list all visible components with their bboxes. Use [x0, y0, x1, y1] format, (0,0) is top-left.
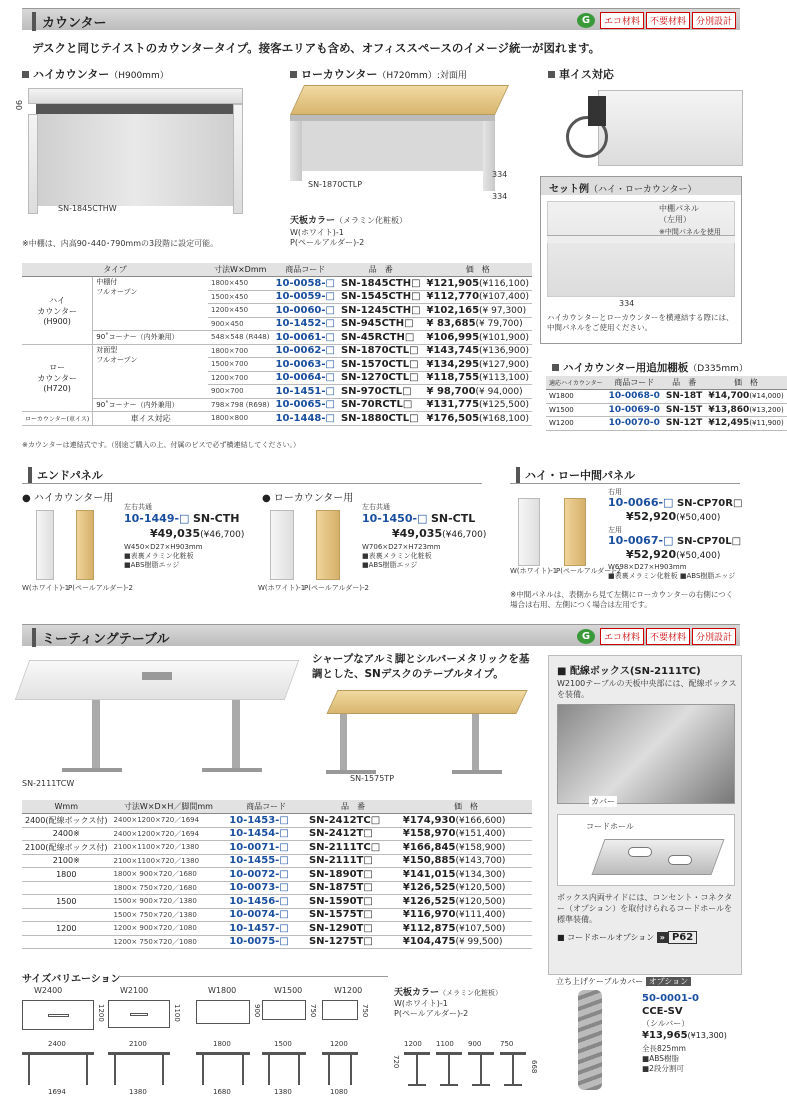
size-depth-label: 1200: [97, 1004, 105, 1022]
meeting-top-color-w: W(ホワイト)-1: [394, 999, 448, 1008]
size-depth-label: 1100: [173, 1004, 181, 1022]
size-depth-label: 750: [361, 1004, 369, 1018]
size-leg-span: 1680: [213, 1088, 231, 1096]
set-callout: 中棚パネル （左用）: [659, 204, 699, 224]
wheelchair-image: [548, 82, 743, 166]
high-dim-label: 90: [14, 100, 23, 111]
side-depth-label: 750: [500, 1040, 514, 1048]
meeting-table-row: 1200× 750×720／1080 10-0075-□ SN-1275T□ ¥104,475(¥ 99,500): [22, 935, 532, 949]
size-width-label: W2400: [34, 986, 63, 995]
type-low: ロー カウンター (H720): [22, 344, 93, 412]
endpanel-low-color-w: W(ホワイト)-1: [258, 584, 306, 592]
meeting-table-row: 1500× 750×720／1380 10-0074-□ SN-1575T□ ¥116,970(¥111,400): [22, 908, 532, 922]
size-depth-label: 900: [253, 1004, 261, 1018]
midpanel-left-price: ¥52,920(¥50,400): [626, 548, 721, 561]
meeting-table-row: 2100(配線ボックス付) 2100×1100×720／1380 10-0071-□ SN-2111TC□ ¥166,845(¥158,900): [22, 841, 532, 855]
counter-table-note: ※カウンターは連結式です。（別途ご購入の上、付属のビスで必ず横連結してください。）: [22, 441, 301, 449]
shelf-table-row: W1800 10-0068-0 SN-18T ¥14,700(¥14,000): [546, 390, 787, 404]
wiring-hole-label: コードホール: [586, 822, 634, 831]
midpanel-right-price: ¥52,920(¥50,400): [626, 510, 721, 523]
meeting-badges: [577, 628, 736, 645]
size-width-label: W2100: [120, 986, 149, 995]
badge-unneeded: 不要材料: [646, 628, 690, 645]
counter-table-row: ハイ カウンター (H900) 中棚付 フルオープン 1800×450 10-0058-□ SN-1845CTH□ ¥121,905(¥116,100): [22, 277, 532, 291]
low-counter-image: [290, 85, 510, 195]
size-leg-span: 1380: [274, 1088, 292, 1096]
low-counter-model: SN-1870CTLP: [308, 180, 363, 189]
counter-table-row: 900×700 10-1451-□ SN-970CTL□ ¥ 98,700(¥ 94,000): [22, 385, 532, 399]
green-mark-icon: G: [577, 629, 595, 644]
high-counter-model: SN-1845CTHW: [58, 204, 117, 213]
midpanel-color-w: W(ホワイト)-1: [510, 567, 558, 575]
midpanel-spec: W698×D27×H903mm ■表裏メラミン化粧板 ■ABS樹脂エッジ: [608, 563, 736, 580]
counter-lead: デスクと同じテイストのカウンタータイプ。接客エリアも含め、オフィススペースのイメージ統一が図れます。: [32, 41, 601, 55]
meeting-lead: シャープなアルミ脚とシルバーメタリックを基調とした、SNデスクのテーブルタイプ。: [312, 653, 530, 680]
height-label-2: 668: [530, 1060, 538, 1074]
meeting-table-row: 2400(配線ボックス付) 2400×1200×720／1694 10-1453-□ SN-2412TC□ ¥174,930(¥166,600): [22, 814, 532, 828]
endpanel-low-color-p: P(ペールアルダー)-2: [304, 584, 369, 592]
size-width-label: W1500: [274, 986, 303, 995]
side-depth-label: 1100: [436, 1040, 454, 1048]
counter-table-row: ロー カウンター (H720) 対面型 フルオープン 1800×700 10-0062-□ SN-1870CTL□ ¥143,745(¥136,900): [22, 344, 532, 358]
size-width-label: W1800: [208, 986, 237, 995]
meeting-section-header: [22, 624, 740, 646]
wiring-desc: W2100テーブルの天板中央部には、配線ボックスを装備。: [557, 679, 737, 699]
endpanel-low-white-image: [270, 510, 294, 580]
endpanel-high-price: ¥49,035(¥46,700): [150, 527, 245, 540]
counter-table-row: 1200×450 10-0060-□ SN-1245CTH□ ¥102,165(¥ 97,300): [22, 304, 532, 318]
endpanel-low-title: ● ローカウンター用: [262, 493, 354, 504]
midpanel-left-label: 左用: [608, 526, 622, 534]
wiring-title: ■ 配線ボックス(SN-2111TC): [557, 666, 701, 677]
size-top-view: [108, 1000, 170, 1028]
endpanel-low-codeline: 10-1450-□ SN-CTL: [362, 512, 476, 525]
midpanel-note: ※中間パネルは、表側から見て左側にローカウンターの右側につく場合は右用、左側につく場合は左用です。: [510, 590, 734, 609]
cable-title-line: 立ち上げケーブルカバー オプション: [556, 976, 691, 987]
green-mark-icon: G: [577, 13, 595, 28]
type-high: ハイ カウンター (H900): [22, 277, 93, 345]
size-leg-span: 1080: [330, 1088, 348, 1096]
meeting-table-2111-image: [22, 652, 302, 782]
midpanel-header: [510, 466, 740, 484]
side-depth-label: 900: [468, 1040, 482, 1048]
wiring-box-panel: [548, 655, 742, 975]
cable-color: （シルバー）: [642, 1019, 690, 1028]
counter-table-row: 90˚コーナー（内外兼用） 798×798 (R698) 10-0065-□ SN-70RCTL□ ¥131,775(¥125,500): [22, 398, 532, 412]
shelf-table-row: W1500 10-0069-0 SN-15T ¥13,860(¥13,200): [546, 403, 787, 417]
counter-table-row: 1200×700 10-0064-□ SN-1270CTL□ ¥118,755(¥113,100): [22, 371, 532, 385]
endpanel-header: [22, 466, 482, 484]
meeting-table-row: 2100※ 2100×1100×720／1380 10-1455-□ SN-2111T□ ¥150,885(¥143,700): [22, 854, 532, 868]
meeting-table-row: 1500 1500× 900×720／1380 10-1456-□ SN-1590T□ ¥126,525(¥120,500): [22, 895, 532, 909]
meeting-table-row: 1800× 750×720／1680 10-0073-□ SN-1875T□ ¥126,525(¥120,500): [22, 881, 532, 895]
shelf-table-row: W1200 10-0070-0 SN-12T ¥12,495(¥11,900): [546, 417, 787, 431]
label-wheelchair: 車イス対応: [93, 412, 208, 426]
size-width-label: W1200: [334, 986, 363, 995]
endpanel-low-price: ¥49,035(¥46,700): [392, 527, 487, 540]
endpanel-high-common: 左右共通: [124, 503, 152, 511]
counter-badges: [577, 12, 736, 29]
endpanel-high-white-image: [36, 510, 54, 580]
endpanel-high-color-w: W(ホワイト)-1: [22, 584, 70, 592]
label-corner-2: 90˚コーナー（内外兼用）: [93, 398, 208, 412]
size-leg-span: 1380: [129, 1088, 147, 1096]
counter-section-header: [22, 8, 740, 30]
endpanel-high-title: ● ハイカウンター用: [22, 493, 114, 504]
wiring-option-line: ■ コードホールオプション » P62: [557, 932, 697, 943]
wiring-cover-label: カバー: [591, 797, 615, 806]
midpanel-left-codeline: 10-0067-□ SN-CP70L□: [608, 534, 742, 547]
counter-price-table: タイプ 寸法W×Dmm 商品コード 品 番 価 格 ハイ カウンター (H900) 中棚付 フルオープン 1800×450 10-0058-□ SN-1845CTH□ ¥121,905(¥116,100) 1500×450 10-0059-□ SN-1545CTH□ ¥112,770(¥107,400) 1200×450 10-0060-□ SN-1245CTH□ ¥102,165(¥ 97,300) 900×450 10-1452-□ SN-945CTH□ ¥ 83,685(¥ 79,700) 90˚コーナー（内外兼用） 548×548 (R448) 10-0061-□ SN-45RCTH□ ¥106,995(¥101,900) ロー カウンター (H720) 対面型 フルオープン 1800×700 10-0062-□ SN-1870CTL□ ¥143,745(¥136,900) 1500×700 10-0063-□ SN-1570CTL□ ¥134,295(¥127,900) 1200×700 10-0064-□ SN-1270CTL□ ¥118,755(¥113,100) 900×700 10-1451-□ SN-970CTL□ ¥ 98,700(¥ 94,000) 90˚コーナー（内外兼用） 798×798 (R698) 10-0065-□ SN-70RCTL□ ¥131,775(¥125,500) ローカウンター(車イス) 車イス対応 1800×800 10-1448-□ SN-1880CTL□ ¥176,505(¥168,100): [22, 263, 532, 426]
counter-table-row: 1500×700 10-0063-□ SN-1570CTL□ ¥134,295(¥127,900): [22, 358, 532, 372]
label-middle: 中棚付 フルオープン: [93, 277, 208, 331]
shelf-table: 適応ハイカウンター 商品コード 品 番 価 格 W1800 10-0068-0 SN-18T ¥14,700(¥14,000) W1500 10-0069-0 SN-15T ¥13,860(¥13,200) W1200 10-0070-0 SN-12T ¥12,495(¥11,900): [546, 376, 787, 431]
meeting-model-1: SN-2111TCW: [22, 779, 75, 788]
size-top-view: [22, 1000, 94, 1030]
endpanel-high-oak-image: [76, 510, 94, 580]
label-corner-1: 90˚コーナー（内外兼用）: [93, 331, 208, 345]
counter-table-row: 900×450 10-1452-□ SN-945CTH□ ¥ 83,685(¥ 79,700): [22, 317, 532, 331]
badge-eco: エコ材料: [600, 628, 644, 645]
wiring-diagram: [557, 814, 735, 886]
meeting-table-row: 1800 1800× 900×720／1680 10-0072-□ SN-1890T□ ¥141,015(¥134,300): [22, 868, 532, 882]
meeting-price-table: Wmm 寸法W×D×H／脚間mm 商品コード 品 番 価 格 2400(配線ボックス付) 2400×1200×720／1694 10-1453-□ SN-2412TC□ ¥174,930(¥166,600) 2400※ 2400×1200×720／1694 10-1454-□ SN-2412T□ ¥158,970(¥151,400) 2100(配線ボックス付) 2100×1100×720／1380 10-0071-□ SN-2111TC□ ¥166,845(¥158,900) 2100※ 2100×1100×720／1380 10-1455-□ SN-2111T□ ¥150,885(¥143,700) 1800 1800× 900×720／1680 10-0072-□ SN-1890T□ ¥141,015(¥134,300) 1800× 750×720／1680 10-0073-□ SN-1875T□ ¥126,525(¥120,500) 1500 1500× 900×720／1380 10-1456-□ SN-1590T□ ¥126,525(¥120,500) 1500× 750×720／1380 10-0074-□ SN-1575T□ ¥116,970(¥111,400) 1200 1200× 900×720／1080 10-1457-□ SN-1290T□ ¥112,875(¥107,500) 1200× 750×720／1080 10-0075-□ SN-1275T□ ¥104,475(¥ 99,500): [22, 800, 532, 949]
size-top-view: [322, 1000, 358, 1020]
meeting-model-2: SN-1575TP: [350, 774, 395, 783]
sizes-title: サイズバリエーション: [22, 974, 121, 985]
midpanel-white-image: [518, 498, 540, 566]
endpanel-high-spec: W450×D27×H903mm ■表裏メラミン化粧板 ■ABS樹脂エッジ: [124, 543, 203, 569]
endpanel-high-color-p: P(ペールアルダー)-2: [68, 584, 133, 592]
low-color-w: W(ホワイト)-1: [290, 228, 344, 237]
high-counter-heading: ハイカウンター（H900mm）: [22, 66, 169, 82]
meeting-table-1575-image: [312, 690, 532, 780]
set-note: ハイカウンターとローカウンターを横連結する際には、中間パネルをご使用ください。: [547, 313, 734, 332]
cable-price: ¥13,965(¥13,300): [642, 1030, 727, 1041]
midpanel-oak-image: [564, 498, 586, 566]
endpanel-title: エンドパネル: [28, 467, 103, 483]
size-top-view: [196, 1000, 250, 1024]
set-callout-2: ※中間パネルを使用: [659, 228, 721, 236]
cable-spec: 全長825mm ■ABS樹脂 ■2段分割可: [642, 1044, 686, 1073]
wheelchair-heading: 車イス対応: [548, 66, 614, 82]
shelf-heading: ハイカウンター用追加棚板（D335mm）: [552, 360, 748, 375]
badge-unneeded: 不要材料: [646, 12, 690, 29]
counter-table-row: 1500×450 10-0059-□ SN-1545CTH□ ¥112,770(¥107,400): [22, 290, 532, 304]
badge-separate: 分別設計: [692, 628, 736, 645]
meeting-title: ミーティングテーブル: [32, 628, 170, 647]
size-top-width: 2400: [48, 1040, 66, 1048]
high-counter-image: [28, 88, 243, 218]
wiring-photo: [557, 704, 735, 804]
endpanel-low-spec: W706×D27×H723mm ■表裏メラミン化粧板 ■ABS樹脂エッジ: [362, 543, 441, 569]
meeting-top-color-p: P(ペールアルダー)-2: [394, 1009, 469, 1018]
size-top-view: [262, 1000, 306, 1020]
size-top-width: 1800: [213, 1040, 231, 1048]
meeting-top-color-label: 天板カラー（メラミン化粧板）: [394, 988, 503, 998]
meeting-table-row: 1200 1200× 900×720／1080 10-1457-□ SN-1290T□ ¥112,875(¥107,500): [22, 922, 532, 936]
meeting-table-row: 2400※ 2400×1200×720／1694 10-1454-□ SN-2412T□ ¥158,970(¥151,400): [22, 827, 532, 841]
wiring-option-page: P62: [668, 931, 697, 944]
set-example-title: セット例（ハイ・ローカウンター）: [549, 184, 697, 195]
endpanel-high-codeline: 10-1449-□ SN-CTH: [124, 512, 240, 525]
high-counter-note: ※中棚は、内高90･440･790mmの3段階に設定可能。: [22, 239, 219, 248]
counter-title: カウンター: [32, 12, 106, 31]
endpanel-low-oak-image: [316, 510, 340, 580]
low-top-color-label: 天板カラー（メラミン化粧板）: [290, 216, 408, 226]
midpanel-title: ハイ・ロー中間パネル: [516, 467, 635, 483]
size-depth-label: 750: [309, 1004, 317, 1018]
counter-table-row: 90˚コーナー（内外兼用） 548×548 (R448) 10-0061-□ SN-45RCTH□ ¥106,995(¥101,900): [22, 331, 532, 345]
label-facing: 対面型 フルオープン: [93, 344, 208, 398]
low-dim-2: 334: [492, 192, 508, 201]
set-dim: 334: [619, 299, 635, 308]
low-dim-1: 334: [492, 170, 508, 179]
endpanel-low-common: 左右共通: [362, 503, 390, 511]
badge-eco: エコ材料: [600, 12, 644, 29]
height-label: 720: [392, 1055, 400, 1069]
low-color-p: P(ペールアルダー)-2: [290, 238, 365, 247]
size-top-width: 1200: [330, 1040, 348, 1048]
type-wheelchair: ローカウンター(車イス): [22, 412, 93, 426]
midpanel-right-label: 右用: [608, 488, 622, 496]
cable-part: CCE-SV: [642, 1006, 683, 1017]
badge-separate: 分別設計: [692, 12, 736, 29]
cable-cover-image: [578, 990, 602, 1090]
set-example-box: [540, 176, 742, 344]
low-counter-heading: ローカウンター（H720mm）:対面用: [290, 66, 467, 82]
size-leg-span: 1694: [48, 1088, 66, 1096]
wiring-desc-2: ボックス内両サイドには、コンセント・コネクター（オプション）を取付けられるコードホールを標準装備。: [557, 893, 733, 924]
midpanel-color-p: P(ペールアルダー)-2: [556, 567, 621, 575]
cable-code: 50-0001-0: [642, 993, 700, 1004]
size-top-width: 1500: [274, 1040, 292, 1048]
size-top-width: 2100: [129, 1040, 147, 1048]
midpanel-right-codeline: 10-0066-□ SN-CP70R□: [608, 496, 743, 509]
counter-table-row: ローカウンター(車イス) 車イス対応 1800×800 10-1448-□ SN-1880CTL□ ¥176,505(¥168,100): [22, 412, 532, 426]
side-depth-label: 1200: [404, 1040, 422, 1048]
